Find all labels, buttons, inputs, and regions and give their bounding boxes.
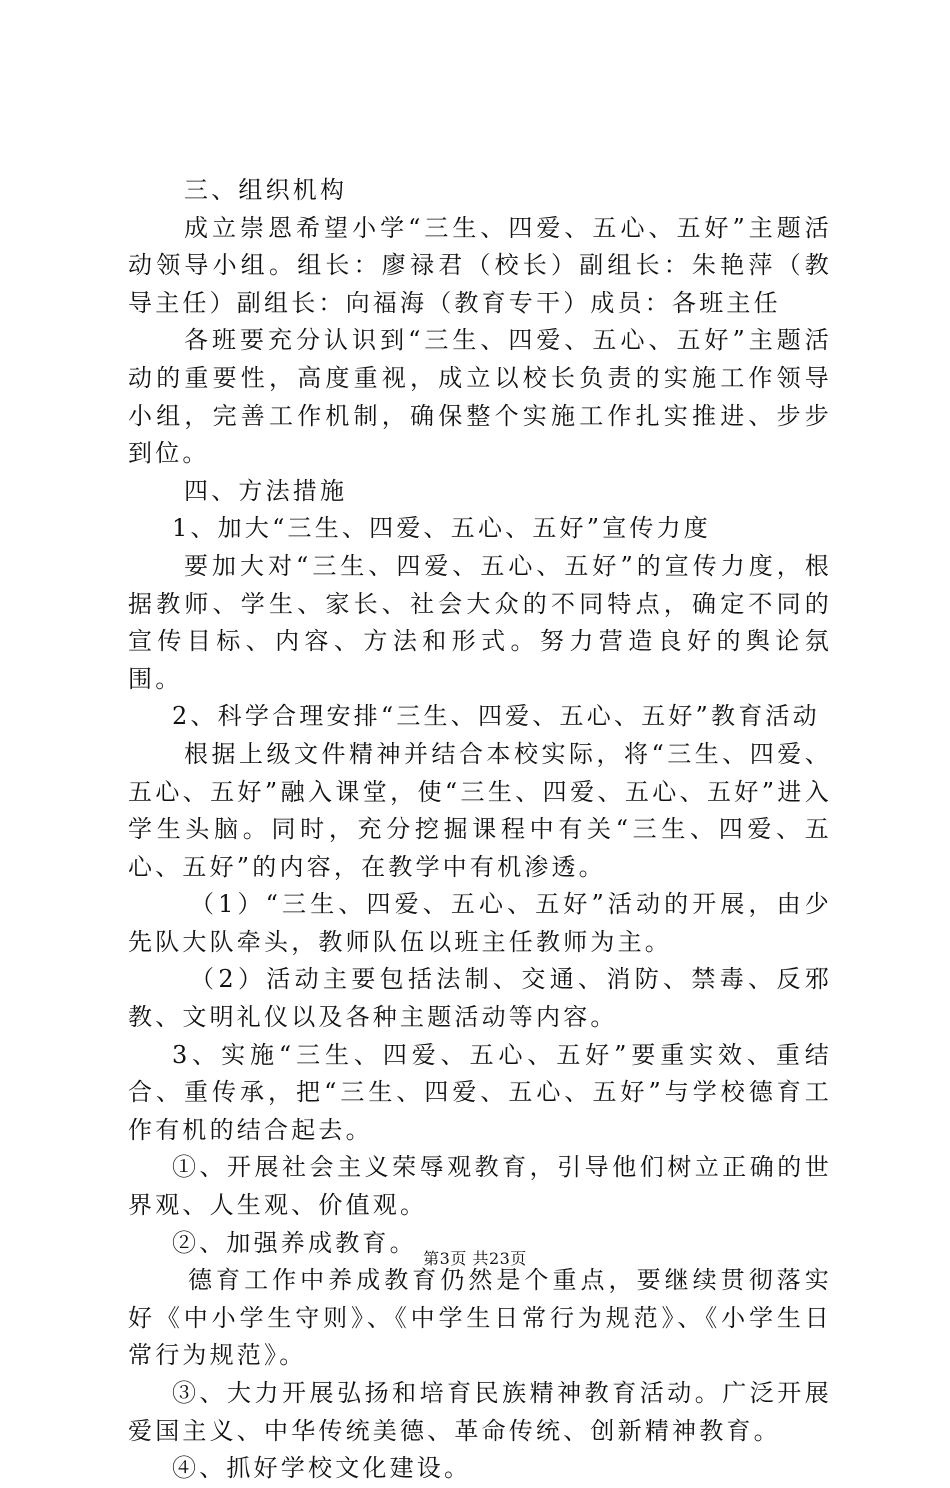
circled-item-3: ③、大力开展弘扬和培育民族精神教育活动。广泛开展爱国主义、中华传统美德、革命传统、创新精神教育。 [128, 1379, 832, 1445]
subheading-implementation: 3、实施“三生、四爱、五心、五好”要重实效、重结合、重传承，把“三生、四爱、五心、五好”与学校德育工作有机的结合起去。 [128, 1040, 832, 1144]
section-heading-organization: 三、组织机构 [184, 176, 348, 204]
circled-item-2: ②、加强养成教育。 [172, 1228, 417, 1257]
paragraph-class-requirements: 各班要充分认识到“三生、四爱、五心、五好”主题活动的重要性，高度重视，成立以校长负责的实施工作领导小组，完善工作机制，确保整个实施工作扎实推进、步步到位。 [128, 326, 832, 468]
paragraph-habit-education: 德育工作中养成教育仍然是个重点，要继续贯彻落实好《中小学生守则》、《中学生日常行为规范》、《小学生日常行为规范》。 [128, 1266, 832, 1370]
circled-item-1: ①、开展社会主义荣辱观教育，引导他们树立正确的世界观、人生观、价值观。 [128, 1153, 832, 1220]
circled-item-4: ④、抓好学校文化建设。 [172, 1454, 472, 1483]
list-item-1: （1）“三生、四爱、五心、五好”活动的开展，由少先队大队牵头，教师队伍以班主任教师为主。 [128, 890, 832, 956]
subheading-education-activities: 2、科学合理安排“三生、四爱、五心、五好”教育活动 [172, 702, 820, 731]
section-heading-methods: 四、方法措施 [184, 476, 348, 505]
page-number-footer: 第3页 共23页 [423, 1249, 527, 1268]
list-item-2: （2）活动主要包括法制、交通、消防、禁毒、反邪教、文明礼仪以及各种主题活动等内容。 [128, 965, 832, 1032]
paragraph-publicity: 要加大对“三生、四爱、五心、五好”的宣传力度，根据教师、学生、家长、社会大众的不同特点，确定不同的宣传目标、内容、方法和形式。努力营造良好的舆论氛围。 [128, 551, 832, 693]
paragraph-leadership-group: 成立崇恩希望小学“三生、四爱、五心、五好”主题活动领导小组。组长：廖禄君（校长）副组长：朱艳萍（教导主任）副组长：向福海（教育专干）成员：各班主任 [128, 213, 832, 317]
paragraph-education-activities: 根据上级文件精神并结合本校实际，将“三生、四爱、五心、五好”融入课堂，使“三生、四爱、五心、五好”进入学生头脑。同时，充分挖掘课程中有关“三生、四爱、五心、五好”的内容，在教学中有机渗透。 [128, 739, 832, 881]
document-body [128, 172, 832, 1488]
subheading-publicity: 1、加大“三生、四爱、五心、五好”宣传力度 [172, 514, 712, 543]
